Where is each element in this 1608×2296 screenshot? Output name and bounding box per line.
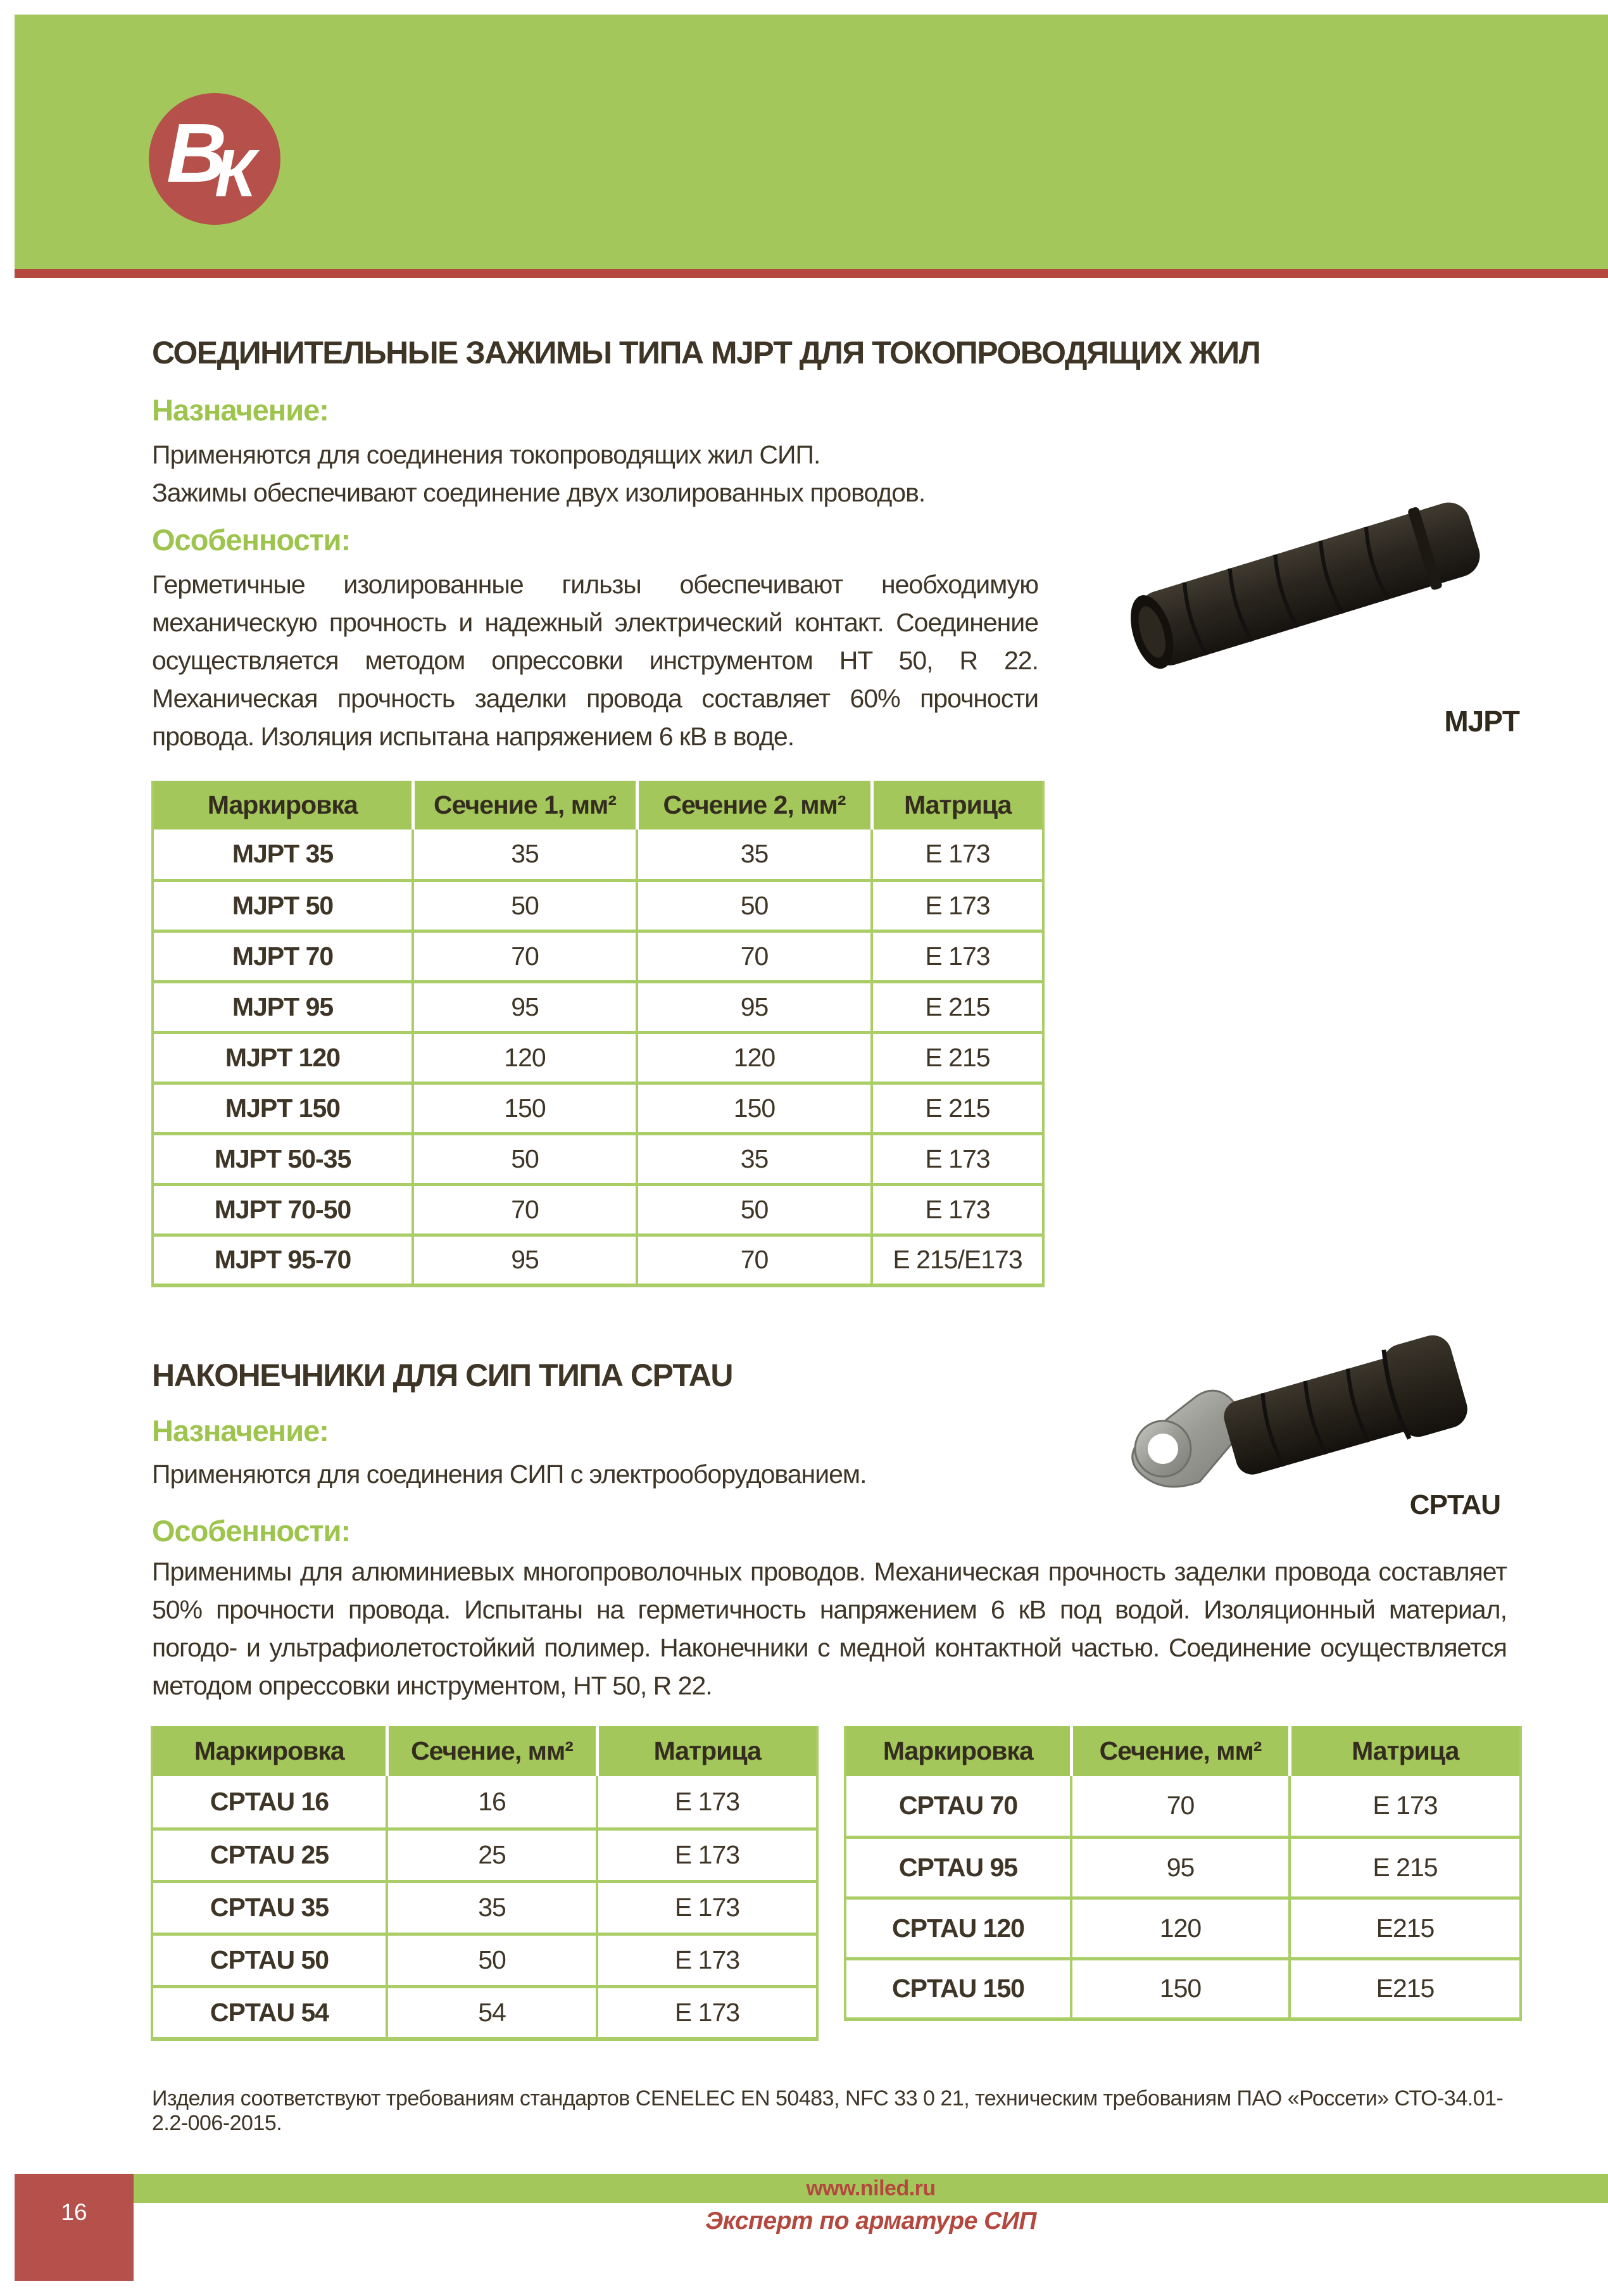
table-cell: 95 — [413, 1235, 637, 1285]
red-divider — [15, 269, 1608, 278]
table-row — [153, 931, 1043, 981]
table-row — [152, 1934, 817, 1986]
table-cell: 70 — [637, 1235, 872, 1285]
cptau-table-right — [844, 1726, 1522, 2021]
section2-title: НАКОНЕЧНИКИ ДЛЯ СИП ТИПА CPTAU — [152, 1358, 732, 1393]
table-cell: 120 — [637, 1032, 872, 1083]
table-cell: 50 — [413, 880, 637, 931]
table-cell: CPTAU 16 — [152, 1776, 387, 1829]
table-cell: E 173 — [597, 1776, 817, 1829]
table-cell: 50 — [637, 880, 872, 931]
table-cell: MJPT 150 — [153, 1083, 413, 1133]
table-cell: E 173 — [1290, 1776, 1521, 1837]
table-cell: 35 — [637, 1133, 872, 1184]
column-header: Матрица — [1290, 1726, 1521, 1776]
standards-note: Изделия соответствуют требованиям стандартов CENELEC EN 50483, NFC 33 0 21, техническим требованиям ПАО «Россети» СТО-34.01-2.2-006-2015. — [152, 2086, 1504, 2135]
section1-title: СОЕДИНИТЕЛЬНЫЕ ЗАЖИМЫ ТИПА MJPT ДЛЯ ТОКОПРОВОДЯЩИХ ЖИЛ — [152, 335, 1260, 370]
footer-url[interactable]: www.niled.ru — [806, 2176, 936, 2200]
table-cell: 16 — [387, 1776, 597, 1829]
column-header: Сечение, мм² — [387, 1726, 597, 1776]
column-header: Маркировка — [153, 781, 413, 829]
table-cell: CPTAU 54 — [152, 1986, 387, 2039]
column-header: Сечение 2, мм² — [637, 781, 872, 829]
table-cell: CPTAU 35 — [152, 1881, 387, 1934]
table-cell: MJPT 70 — [153, 931, 413, 981]
table-row — [845, 1837, 1521, 1898]
table-cell: 120 — [1071, 1898, 1290, 1959]
section2-features-heading: Особенности: — [152, 1514, 351, 1548]
table-cell: E 173 — [597, 1881, 817, 1934]
brand-logo — [149, 93, 280, 225]
table-cell: MJPT 95 — [153, 981, 413, 1032]
table-cell: CPTAU 150 — [845, 1959, 1071, 2019]
table-cell: 70 — [413, 1184, 637, 1235]
table-row — [845, 1776, 1521, 1837]
section2-purpose-line-1: Применяются для соединения СИП с электрооборудованием. — [152, 1460, 867, 1489]
column-header: Сечение, мм² — [1071, 1726, 1290, 1776]
table-cell: E 173 — [872, 829, 1043, 880]
section1-purpose-heading: Назначение: — [152, 393, 329, 427]
table-cell: 70 — [413, 931, 637, 981]
section2-features-text: Применимы для алюминиевых многопроволочных проводов. Механическая прочность заделки провода составляет 50% прочности провода. Испытаны на герметичность напряжением 6 кВ под водой. Изоляционный материал, погодо- и ультрафиолетостойкий полимер. Наконечники с медной контактной частью. Соединение осуществляется методом опрессовки инструментом, HT 50, R 22. — [152, 1557, 1507, 1700]
table-row — [845, 1959, 1521, 2019]
table-cell: CPTAU 70 — [845, 1776, 1071, 1837]
table-cell: 120 — [413, 1032, 637, 1083]
table-cell: 50 — [387, 1934, 597, 1986]
table-cell: E 215 — [1290, 1837, 1521, 1898]
table-cell: 95 — [1071, 1837, 1290, 1898]
table-row — [153, 1235, 1043, 1285]
table-row — [153, 880, 1043, 931]
table-row — [152, 1829, 817, 1881]
table-cell: E 173 — [872, 931, 1043, 981]
table-row — [152, 1881, 817, 1934]
table-cell: 95 — [413, 981, 637, 1032]
table-cell: E 215 — [872, 1032, 1043, 1083]
table-row — [153, 1083, 1043, 1133]
footer-band — [134, 2174, 1608, 2203]
table-row — [153, 829, 1043, 880]
table-cell: E215 — [1290, 1959, 1521, 2019]
table-cell: 50 — [413, 1133, 637, 1184]
section1-purpose-line-1: Применяются для соединения токопроводящих жил СИП. — [152, 440, 820, 469]
table-cell: CPTAU 25 — [152, 1829, 387, 1881]
table-row — [153, 981, 1043, 1032]
mjpt-product-label: MJPT — [1444, 705, 1519, 738]
table-cell: E 215 — [872, 981, 1043, 1032]
section1-purpose-line-2: Зажимы обеспечивают соединение двух изолированных проводов. — [152, 478, 926, 507]
table-cell: CPTAU 95 — [845, 1837, 1071, 1898]
table-cell: 70 — [637, 931, 872, 981]
table-cell: 35 — [413, 829, 637, 880]
table-cell: MJPT 120 — [153, 1032, 413, 1083]
mjpt-product-image — [1108, 478, 1519, 687]
cptau-product-image — [1105, 1317, 1497, 1494]
table-row — [153, 1133, 1043, 1184]
table-cell: CPTAU 50 — [152, 1934, 387, 1986]
table-cell: E 173 — [872, 1133, 1043, 1184]
table-cell: E 215 — [872, 1083, 1043, 1133]
table-row — [845, 1898, 1521, 1959]
table-cell: E 215/E173 — [872, 1235, 1043, 1285]
table-cell: E215 — [1290, 1898, 1521, 1959]
table-cell: 35 — [387, 1881, 597, 1934]
cptau-table-left — [151, 1726, 819, 2041]
section2-purpose-heading: Назначение: — [152, 1414, 329, 1448]
column-header: Сечение 1, мм² — [413, 781, 637, 829]
table-row — [152, 1776, 817, 1829]
column-header: Маркировка — [152, 1726, 387, 1776]
section1-features-heading: Особенности: — [152, 523, 351, 557]
table-cell: 95 — [637, 981, 872, 1032]
table-row — [153, 1184, 1043, 1235]
mjpt-table — [151, 781, 1045, 1287]
cptau-product-label: CPTAU — [1409, 1489, 1500, 1520]
table-cell: 35 — [637, 829, 872, 880]
table-header-row — [153, 781, 1043, 829]
page-number-box — [15, 2174, 134, 2281]
table-cell: MJPT 50-35 — [153, 1133, 413, 1184]
table-cell: 150 — [413, 1083, 637, 1133]
table-cell: MJPT 50 — [153, 880, 413, 931]
table-cell: MJPT 35 — [153, 829, 413, 880]
page-number: 16 — [61, 2199, 87, 2225]
table-cell: E 173 — [597, 1986, 817, 2039]
table-cell: 54 — [387, 1986, 597, 2039]
table-cell: E 173 — [597, 1829, 817, 1881]
table-cell: MJPT 95-70 — [153, 1235, 413, 1285]
table-cell: 70 — [1071, 1776, 1290, 1837]
table-cell: 25 — [387, 1829, 597, 1881]
column-header: Матрица — [872, 781, 1043, 829]
table-header-row — [845, 1726, 1521, 1776]
table-cell: 150 — [637, 1083, 872, 1133]
table-cell: 150 — [1071, 1959, 1290, 2019]
column-header: Матрица — [597, 1726, 817, 1776]
table-cell: 50 — [637, 1184, 872, 1235]
logo-letter-b: В — [166, 106, 227, 199]
column-header: Маркировка — [845, 1726, 1071, 1776]
logo-letter-k: К — [215, 136, 256, 211]
table-cell: E 173 — [597, 1934, 817, 1986]
table-row — [153, 1032, 1043, 1083]
footer-tagline: Эксперт по арматуре СИП — [705, 2207, 1036, 2235]
table-cell: CPTAU 120 — [845, 1898, 1071, 1959]
table-cell: MJPT 70-50 — [153, 1184, 413, 1235]
table-header-row — [152, 1726, 817, 1776]
table-cell: E 173 — [872, 880, 1043, 931]
table-cell: E 173 — [872, 1184, 1043, 1235]
section1-features-text: Герметичные изолированные гильзы обеспечивают необходимую механическую прочность и надежный электрический контакт. Соединение осуществляется методом опрессовки инструментом HT 50, R 22. Механическая прочность заделки провода составляет 60% прочности провода. Изоляция испытана напряжением 6 кВ в воде. — [152, 570, 1038, 751]
table-row — [152, 1986, 817, 2039]
